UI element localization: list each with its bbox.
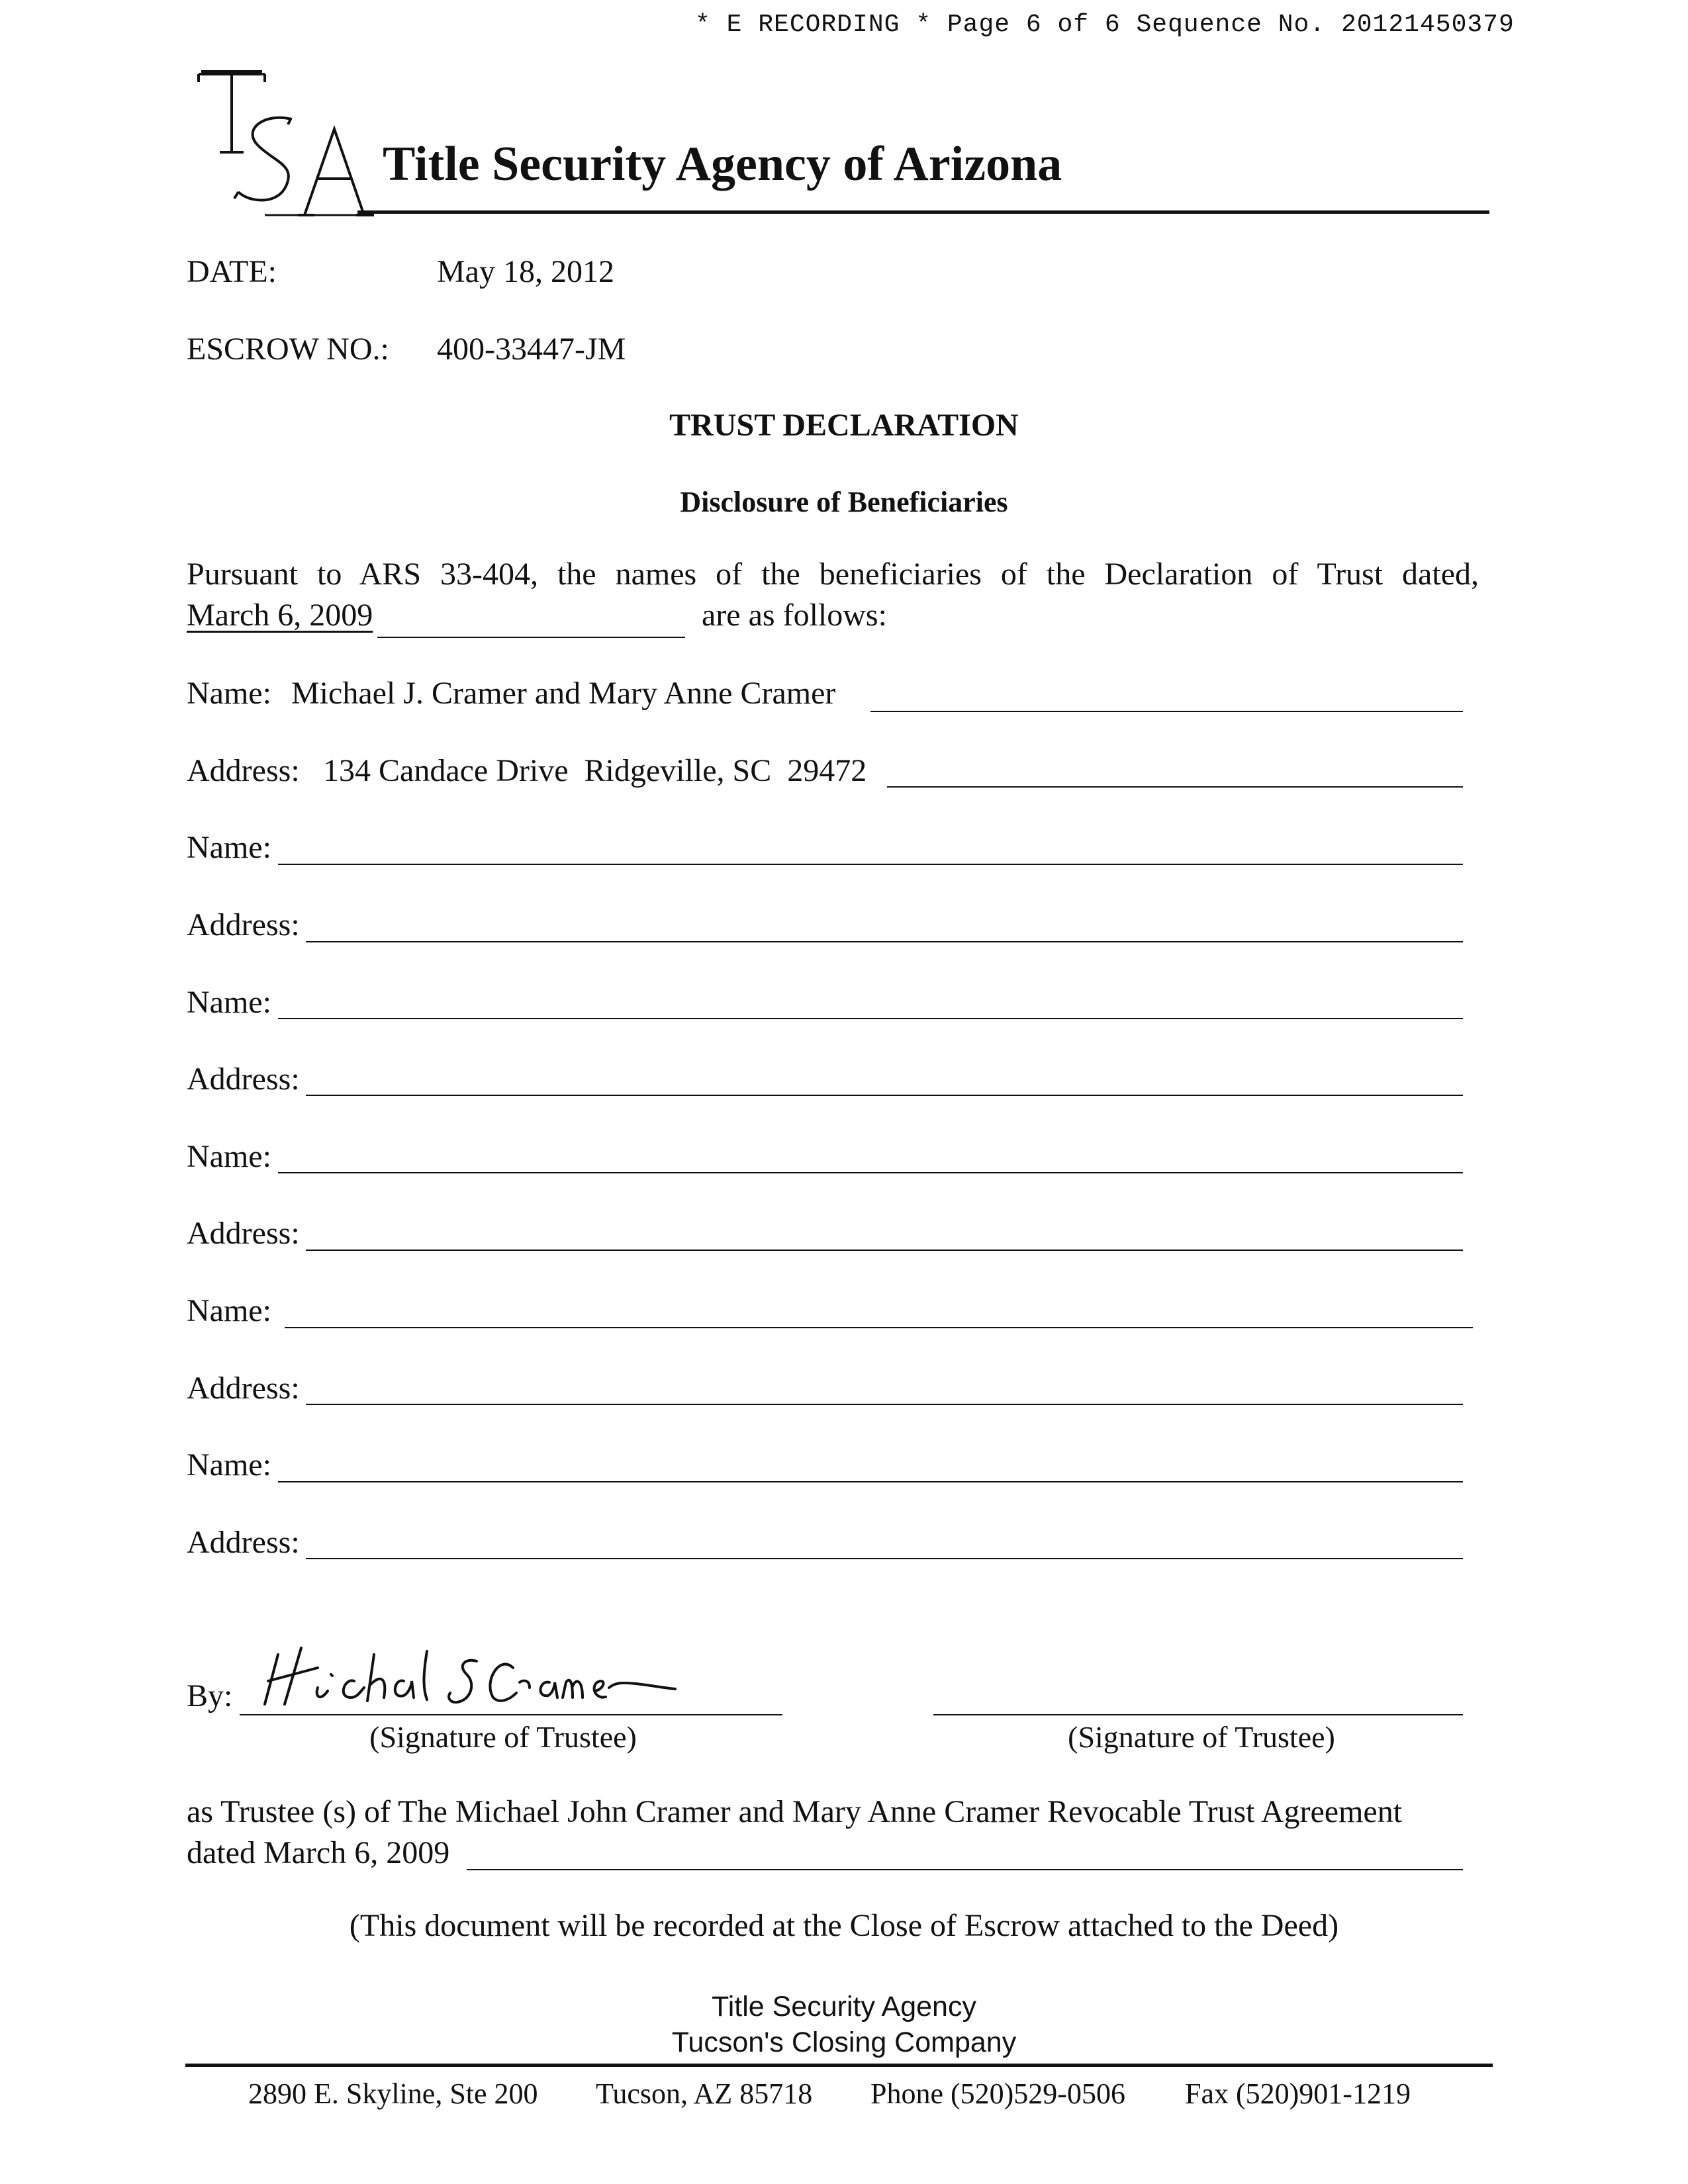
beneficiary-2-address-line — [306, 941, 1463, 942]
footer-city: Tucson, AZ 85718 — [596, 2077, 813, 2110]
beneficiary-2-name-line — [278, 864, 1463, 865]
beneficiary-6-name-line — [278, 1481, 1463, 1482]
beneficiary-5-name-label: Name: — [187, 1293, 271, 1328]
agency-title: Title Security Agency of Arizona — [383, 137, 1062, 191]
by-label: By: — [187, 1678, 233, 1713]
beneficiary-2-name-label: Name: — [187, 830, 271, 865]
beneficiary-1-name-label: Name: — [187, 676, 271, 711]
beneficiary-4-name-label: Name: — [187, 1139, 271, 1174]
intro-line-1: Pursuant to ARS 33-404, the names of the beneficiaries of the Declaration of Trust dated, — [187, 557, 1479, 592]
beneficiary-3-address-label: Address: — [187, 1062, 300, 1097]
beneficiary-1-name-line — [870, 711, 1463, 712]
date-label: DATE: — [187, 254, 277, 289]
beneficiary-1-address-label: Address: — [187, 753, 300, 788]
document-title: TRUST DECLARATION — [669, 408, 1019, 443]
beneficiary-5-address-line — [306, 1404, 1463, 1405]
beneficiary-5-name-line — [285, 1327, 1473, 1328]
footer-fax: Fax (520)901-1219 — [1185, 2077, 1411, 2110]
signature-line-left — [240, 1714, 782, 1715]
signature-caption-left: (Signature of Trustee) — [369, 1720, 637, 1754]
trustee-statement-line-1: as Trustee (s) of The Michael John Cramer and Mary Anne Cramer Revocable Trust Agreement — [187, 1794, 1403, 1829]
beneficiary-3-name-line — [278, 1018, 1463, 1019]
beneficiary-4-address-line — [306, 1250, 1463, 1251]
beneficiary-4-address-label: Address: — [187, 1216, 300, 1251]
trustee-statement-line — [467, 1869, 1463, 1870]
recording-note: (This document will be recorded at the Close of Escrow attached to the Deed) — [349, 1908, 1339, 1943]
document-subtitle: Disclosure of Beneficiaries — [680, 486, 1008, 518]
beneficiary-6-address-line — [306, 1558, 1463, 1559]
intro-line-2-suffix: are as follows: — [702, 598, 887, 633]
signature-caption-right: (Signature of Trustee) — [1068, 1720, 1335, 1754]
trust-date-line — [377, 637, 685, 638]
beneficiary-6-address-label: Address: — [187, 1525, 300, 1560]
beneficiary-3-name-label: Name: — [187, 985, 271, 1020]
beneficiary-1-name-value: Michael J. Cramer and Mary Anne Cramer — [291, 676, 836, 711]
footer-phone: Phone (520)529-0506 — [870, 2077, 1125, 2110]
title-rule — [357, 210, 1489, 214]
recording-header: * E RECORDING * Page 6 of 6 Sequence No. 20121450379 — [695, 11, 1515, 39]
footer-address: 2890 E. Skyline, Ste 200 — [248, 2077, 538, 2110]
footer-tagline: Tucson's Closing Company — [671, 2026, 1017, 2058]
trustee-signature — [238, 1641, 688, 1714]
signature-line-right — [933, 1714, 1463, 1715]
beneficiary-2-address-label: Address: — [187, 907, 300, 942]
beneficiary-6-name-label: Name: — [187, 1447, 271, 1482]
date-value: May 18, 2012 — [437, 254, 614, 289]
trust-date: March 6, 2009 — [187, 598, 373, 633]
beneficiary-4-name-line — [278, 1172, 1463, 1173]
beneficiary-3-address-line — [306, 1095, 1463, 1096]
escrow-label: ESCROW NO.: — [187, 332, 389, 367]
beneficiary-5-address-label: Address: — [187, 1371, 300, 1406]
tsa-logo-icon — [185, 66, 377, 222]
escrow-value: 400-33447-JM — [437, 332, 626, 367]
footer-company: Title Security Agency — [712, 1991, 976, 2023]
footer-rule — [185, 2064, 1493, 2067]
beneficiary-1-address-line — [887, 786, 1463, 788]
trustee-statement-line-2: dated March 6, 2009 — [187, 1835, 450, 1870]
beneficiary-1-address-value: 134 Candace Drive Ridgeville, SC 29472 — [323, 753, 867, 788]
